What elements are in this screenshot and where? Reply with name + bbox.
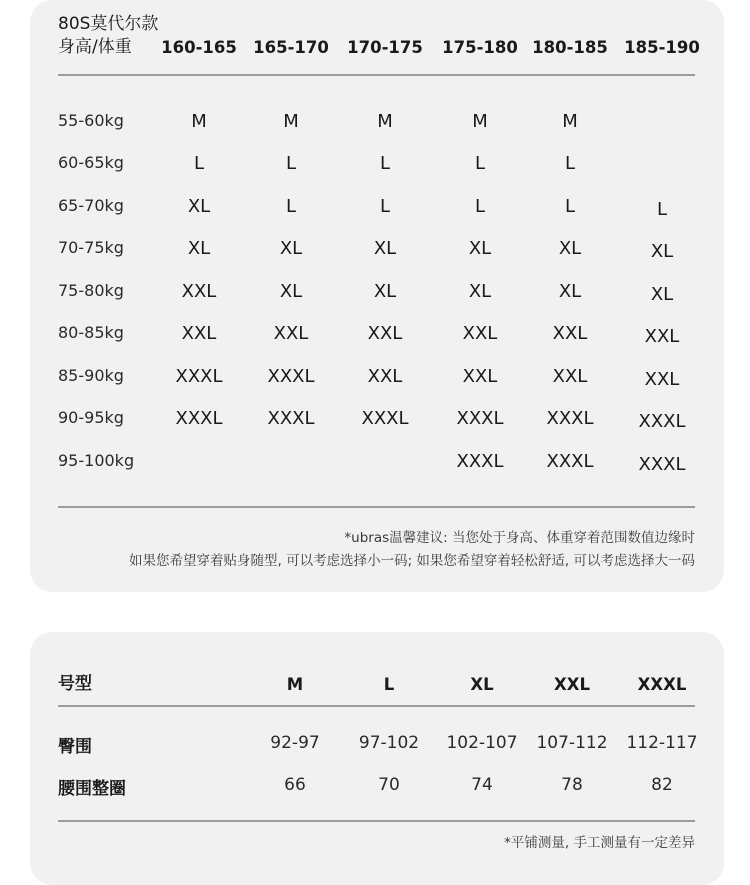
size-cell: XL — [650, 284, 674, 305]
measure-cell: 82 — [651, 775, 673, 795]
weight-label: 55-60kg — [58, 111, 124, 130]
size-chart-card — [30, 0, 724, 592]
measure-cell: 102-107 — [446, 733, 518, 753]
size-cell: XXL — [367, 366, 403, 387]
size-cell: XXXL — [546, 451, 594, 472]
size-cell: XXXL — [361, 408, 409, 429]
weight-label: 90-95kg — [58, 408, 124, 427]
size-cell: XXL — [644, 369, 680, 390]
measure-cell: 74 — [471, 775, 493, 795]
measure-cell: 78 — [561, 775, 583, 795]
weight-label: 65-70kg — [58, 196, 124, 215]
size-cell: XL — [558, 281, 582, 302]
chart-title: 80S莫代尔款 — [58, 14, 159, 34]
size-type-header: 号型 — [58, 674, 92, 694]
size-cell: XXL — [644, 326, 680, 347]
height-header: 165-170 — [253, 38, 329, 57]
size-cell: XL — [279, 281, 303, 302]
size-cell: XL — [187, 196, 211, 217]
size-cell: L — [379, 196, 391, 217]
size-cell: XXXL — [638, 411, 686, 432]
height-header: 180-185 — [532, 38, 608, 57]
size-cell: M — [283, 111, 299, 132]
size-cell: XL — [468, 238, 492, 259]
size-cell: L — [285, 153, 297, 174]
size-cell: XXL — [552, 366, 588, 387]
size-cell: XXL — [273, 323, 309, 344]
size-cell: L — [564, 153, 576, 174]
size-cell: XXXL — [175, 366, 223, 387]
weight-label: 60-65kg — [58, 153, 124, 172]
size-cell: XL — [279, 238, 303, 259]
size-cell: XXXL — [638, 454, 686, 475]
measure-label: 腰围整圈 — [58, 779, 126, 799]
size-cell: L — [564, 196, 576, 217]
measure-size-header: M — [286, 675, 304, 694]
measure-label: 臀围 — [58, 737, 92, 757]
measure-cell: 70 — [378, 775, 400, 795]
measure-size-header: XXL — [554, 675, 590, 694]
size-cell: L — [474, 153, 486, 174]
measure-cell: 97-102 — [358, 733, 420, 753]
size-cell: M — [377, 111, 393, 132]
header-divider — [58, 74, 695, 76]
size-cell: XXL — [181, 281, 217, 302]
measure-size-header: L — [383, 675, 395, 694]
height-header: 160-165 — [161, 38, 237, 57]
height-header: 175-180 — [442, 38, 518, 57]
size-cell: XL — [187, 238, 211, 259]
size-cell: XXXL — [546, 408, 594, 429]
weight-label: 85-90kg — [58, 366, 124, 385]
measure-header-divider — [58, 705, 695, 707]
measure-note: *平铺测量, 手工测量有一定差异 — [504, 835, 695, 851]
weight-label: 75-80kg — [58, 281, 124, 300]
size-cell: XXXL — [456, 451, 504, 472]
size-cell: XXL — [462, 366, 498, 387]
size-cell: L — [193, 153, 205, 174]
advice-note-line1: *ubras温馨建议: 当您处于身高、体重穿着范围数值边缘时 — [344, 530, 695, 546]
size-cell: L — [379, 153, 391, 174]
measure-size-header: XXXL — [637, 675, 687, 694]
size-cell: XL — [650, 241, 674, 262]
size-cell: XL — [468, 281, 492, 302]
size-cell: XXL — [462, 323, 498, 344]
measure-cell: 107-112 — [536, 733, 608, 753]
weight-label: 95-100kg — [58, 451, 135, 470]
size-cell: XXL — [367, 323, 403, 344]
size-cell: L — [656, 199, 668, 220]
measure-cell: 112-117 — [626, 733, 698, 753]
size-cell: XL — [373, 238, 397, 259]
advice-note-line2: 如果您希望穿着贴身随型, 可以考虑选择小一码; 如果您希望穿着轻松舒适, 可以考虑选择大一码 — [128, 553, 695, 569]
size-cell: M — [472, 111, 488, 132]
measure-size-header: XL — [470, 675, 494, 694]
measure-footer-divider — [58, 820, 695, 822]
size-cell: XL — [373, 281, 397, 302]
size-cell: XXXL — [456, 408, 504, 429]
height-header: 170-175 — [347, 38, 423, 57]
size-cell: XXL — [552, 323, 588, 344]
size-cell: M — [191, 111, 207, 132]
size-cell: XXXL — [267, 408, 315, 429]
weight-label: 70-75kg — [58, 238, 124, 257]
size-cell: XXL — [181, 323, 217, 344]
size-cell: M — [562, 111, 578, 132]
weight-label: 80-85kg — [58, 323, 124, 342]
measure-cell: 92-97 — [270, 733, 320, 753]
measure-cell: 66 — [284, 775, 306, 795]
row-column-header: 身高/体重 — [58, 37, 132, 57]
footer-divider — [58, 506, 695, 508]
size-cell: XL — [558, 238, 582, 259]
measurement-chart-card — [30, 632, 724, 885]
size-cell: L — [474, 196, 486, 217]
size-cell: XXXL — [267, 366, 315, 387]
size-cell: XXXL — [175, 408, 223, 429]
height-header: 185-190 — [624, 38, 700, 57]
size-cell: L — [285, 196, 297, 217]
